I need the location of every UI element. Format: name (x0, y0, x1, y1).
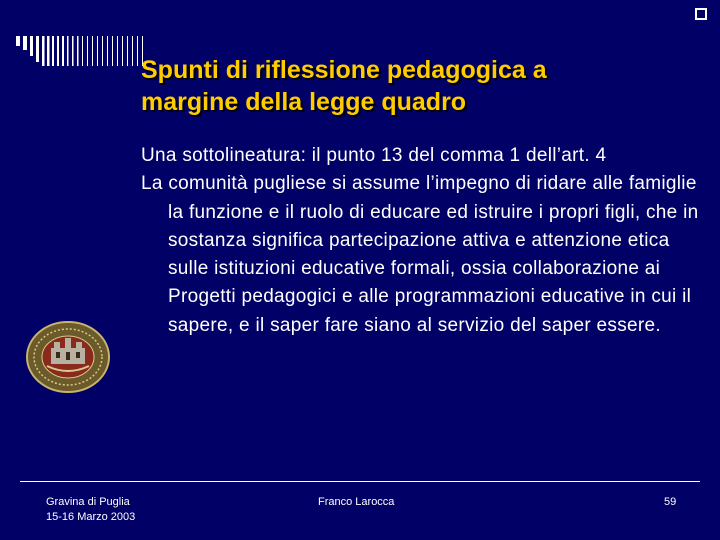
paragraph-1: Una sottolineatura: il punto 13 del comma 1 dell’art. 4 (141, 145, 607, 166)
title-line-1: Spunti di riflessione pedagogica a (141, 56, 547, 84)
footer-dates: 15-16 Marzo 2003 (46, 511, 136, 523)
paragraph-2: La comunità pugliese si assume l’impegno di ridare alle famiglie la funzione e il ruolo di educare ed istruire i propri figli, che in sostanza significa partecipazione attiva e attenzione etica sulle istituzioni educative formali, ossia collaborazione ai Progetti pedagogici e alle programmazioni educative in cui il sapere, e il saper fare siano al servizio del saper essere. (141, 173, 699, 336)
slide-title (141, 54, 701, 118)
title-line-2: margine della legge quadro (141, 88, 467, 116)
decorative-bars (16, 36, 156, 66)
page-number: 59 (664, 496, 677, 508)
footer-author: Franco Larocca (318, 496, 395, 508)
footer-location-date (46, 495, 135, 525)
footer-divider (20, 481, 700, 482)
slide-body (141, 142, 701, 340)
emblem-seal-icon (25, 320, 111, 394)
footer-location: Gravina di Puglia (46, 496, 130, 508)
square-outline-icon (695, 8, 707, 20)
